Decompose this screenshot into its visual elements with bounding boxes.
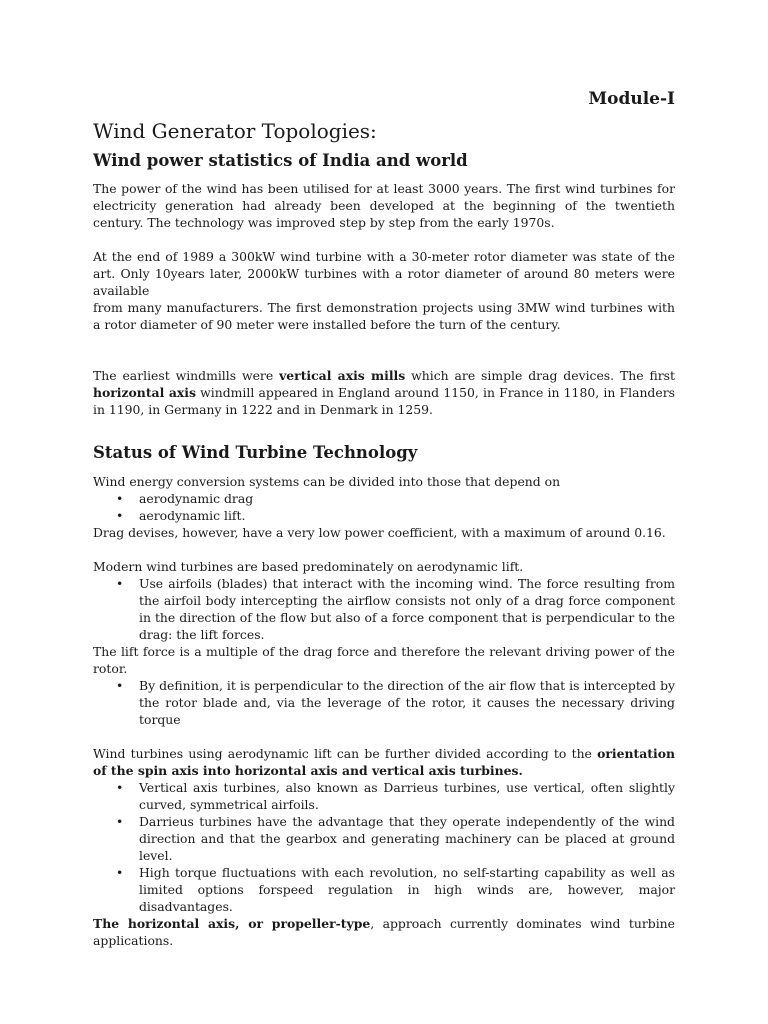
paragraph-modern-turbines: Modern wind turbines are based predominately on aerodynamic lift. — [93, 559, 524, 574]
page-title: Wind Generator Topologies: — [93, 119, 377, 143]
bullet-list-turbine-types — [93, 779, 675, 915]
bullet-list-drag-lift — [93, 490, 675, 524]
section-heading-statistics: Wind power statistics of India and world — [93, 151, 468, 170]
bold-text: orientation of the spin axis into horizontal axis and vertical axis turbines. — [93, 746, 675, 778]
paragraph-orientation — [93, 745, 675, 779]
bold-text: horizontal axis — [93, 385, 196, 400]
bullet-list-airfoils — [93, 575, 675, 643]
text: windmill appeared in England around 1150, in France in 1180, in Flanders in 1190, in Germany in 1222 and in Denmark in 1259. — [93, 385, 675, 417]
bullet-list-definition — [93, 677, 675, 728]
paragraph-horizontal-axis — [93, 915, 675, 949]
list-item: • Vertical axis turbines, also known as Darrieus turbines, use vertical, often slightly curved, symmetrical airfoils. — [139, 779, 675, 813]
list-item: • Darrieus turbines have the advantage that they operate independently of the wind direction and that the gearbox and generating machinery can be placed at ground level. — [139, 813, 675, 864]
list-item: • aerodynamic lift. — [139, 507, 675, 524]
list-item: • High torque fluctuations with each revolution, no self-starting capability as well as limited options forspeed regulation in high winds are, however, major disadvantages. — [139, 864, 675, 915]
text: , approach currently dominates wind turbine applications. — [93, 916, 675, 948]
document-page — [93, 88, 675, 949]
list-item: • By definition, it is perpendicular to the direction of the air flow that is intercepted by the rotor blade and, via the leverage of the rotor, it causes the necessary driving torque — [139, 677, 675, 728]
list-item: • aerodynamic drag — [139, 490, 675, 507]
bold-text: The horizontal axis, or propeller-type — [93, 916, 371, 931]
paragraph-history: The power of the wind has been utilised for at least 3000 years. The first wind turbines for electricity generation had already been developed at the beginning of the twentieth century. The technology was improved step by step from the early 1970s. — [93, 181, 675, 230]
paragraph-1989-b: from many manufacturers. The first demonstration projects using 3MW wind turbines with a rotor diameter of 90 meter were installed before the turn of the century. — [93, 300, 675, 332]
paragraph-1989-a: At the end of 1989 a 300kW wind turbine with a 30-meter rotor diameter was state of the art. Only 10years later, 2000kW turbines with a rotor diameter of around 80 meters were available — [93, 249, 675, 298]
module-label: Module-I — [588, 89, 675, 109]
paragraph-lift-force: The lift force is a multiple of the drag force and therefore the relevant driving power of the rotor. — [93, 644, 675, 676]
text: which are simple drag devices. The first — [405, 368, 675, 383]
paragraph-earliest-windmills — [93, 367, 675, 418]
text: The earliest windmills were — [93, 368, 280, 383]
bold-text: vertical axis mills — [279, 368, 406, 383]
text: Wind turbines using aerodynamic lift can be further divided according to the — [93, 746, 598, 761]
paragraph-conversion-systems: Wind energy conversion systems can be divided into those that depend on — [93, 474, 561, 489]
paragraph-drag-devices: Drag devises, however, have a very low power coefficient, with a maximum of around 0.16. — [93, 525, 666, 540]
list-item: • Use airfoils (blades) that interact with the incoming wind. The force resulting from the airfoil body intercepting the airflow consists not only of a drag force component in the direction of the flow but also of a force component that is perpendicular to the drag: the lift forces. — [139, 575, 675, 643]
section-heading-status: Status of Wind Turbine Technology — [93, 443, 418, 462]
